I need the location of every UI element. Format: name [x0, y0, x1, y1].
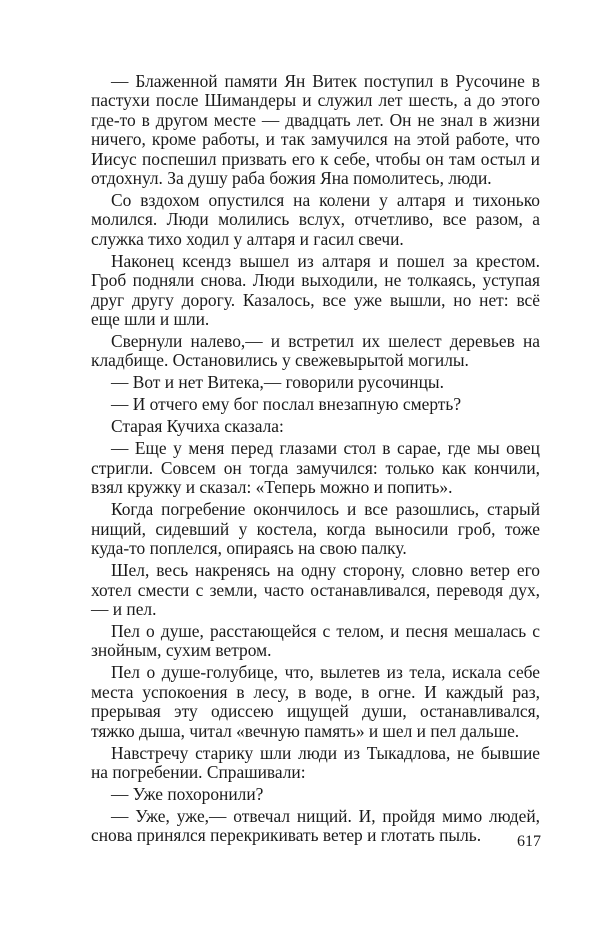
paragraph: — Уже похоронили? [111, 783, 264, 804]
paragraph: Шел, весь накренясь на одну сторону, словно ветер его хотел смести с земли, часто останавливался, переводя дух,— и пел. [91, 560, 540, 619]
body-text [91, 72, 540, 848]
paragraph: Пел о душе-голубице, что, вылетев из тела, искала себе места успокоения в лесу, в воде, в огне. И каждый раз, прерывая эту одиссею ищущей души, останавливался, тяжко дыша, читал «вечную память» и шел и пел дальше. [91, 662, 540, 741]
paragraph: Наконец ксендз вышел из алтаря и пошел за крестом. Гроб подняли снова. Люди выходили, не толкаясь, уступая друг другу дорогу. Казалось, все уже вышли, но нет: всё еще шли и шли. [91, 250, 540, 330]
paragraph: Со вздохом опустился на колени у алтаря и тихонько молился. Люди молились вслух, отчетливо, все разом, а служка тихо ходил у алтаря и гасил свечи. [91, 190, 540, 249]
paragraph: — И отчего ему бог послал внезапную смерть? [111, 394, 462, 415]
paragraph: Когда погребение окончилось и все разошлись, старый нищий, сидевший у костела, когда выносили гроб, тоже куда-то поплелся, опираясь на свою палку. [91, 499, 540, 559]
paragraph: Свернули налево,— и встретил их шелест деревьев на кладбище. Остановились у свежевырытой могилы. [91, 331, 540, 371]
paragraph: Пел о душе, расстающейся с телом, и песня мешалась с знойным, сухим ветром. [91, 620, 540, 661]
paragraph: — Уже, уже,— отвечал нищий. И, пройдя мимо людей, снова принялся перекрикивать ветер и глотать пыль. [91, 805, 540, 846]
paragraph: Старая Кучиха сказала: [111, 416, 284, 437]
paragraph: — Блаженной памяти Ян Витек поступил в Русочине в пастухи после Шимандеры и служил лет шесть, а до этого где-то в другом месте — двадцать лет. Он не знал в жизни ничего, кроме работы, и так замучился на этой работе, что Иисус поспешил призвать его к себе, чтобы он там остыл и отдохнул. За душу раба божия Яна помолитесь, люди. [91, 71, 540, 189]
paragraph: — Еще у меня перед глазами стол в сарае, где мы овец стригли. Совсем он тогда замучился: только как кончили, взял кружку и сказал: «Теперь можно и попить». [91, 438, 540, 498]
page-number: 617 [517, 833, 541, 850]
paragraph: Навстречу старику шли люди из Тыкадлова, не бывшие на погребении. Спрашивали: [91, 742, 540, 782]
paragraph: — Вот и нет Витека,— говорили русочинцы. [111, 372, 444, 393]
